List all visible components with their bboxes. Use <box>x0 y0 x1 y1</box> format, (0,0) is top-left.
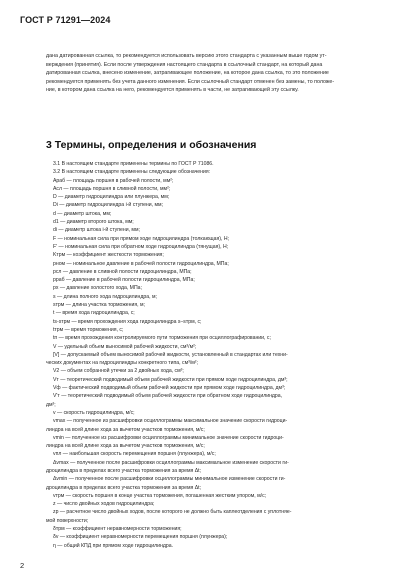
definition-line: Δvmax — полученное после расшифровки осциллограммы максимальное изменение скорости ги- <box>53 459 289 466</box>
definition-line: vтрм — скорость поршня в конце участка торможения, погашенная жестким упором, м/с; <box>53 492 267 499</box>
definition-line: sтрм — длина участка торможения, м; <box>53 302 145 309</box>
definition-line: δv — коэффициент неравномерности перемещения поршня (плунжера); <box>53 534 228 541</box>
definition-line: s — длина полного хода гидроцилиндра, м; <box>53 293 157 300</box>
intro-line: ние, в котором дана ссылка на него, рекомендуется применять в части, не затрагивающей эту ссылку. <box>46 87 299 94</box>
definition-line: v — скорость гидроцилиндра, м/с; <box>53 409 135 416</box>
definition-line: Δvmin — полученное после расшифровки осциллограммы минимальное изменение скорости ги- <box>53 476 286 483</box>
section-title: 3 Термины, определения и обозначения <box>46 139 257 151</box>
definition-line: Vт — теоретический подводимый объем рабочей жидкости при прямом ходе гидроцилиндра, дм³; <box>53 376 288 383</box>
definition-line: t — время хода гидроцилиндра, с; <box>53 310 135 317</box>
definition-line: pх — давление холостого хода, МПа; <box>53 285 142 292</box>
definition-line: vпл — наибольшая скорость перемещения поршня (плунжера), м/с; <box>53 451 216 458</box>
definition-line: F — номинальная сила при прямом ходе гидроцилиндра (толкающая), Н; <box>53 235 230 242</box>
definition-line: pраб — давление в рабочей полости гидроцилиндра, МПа; <box>53 277 195 284</box>
definition-line: zр — расчетное число двойных ходов, после которого не должно быть каплеотделения с уплотняе- <box>53 509 292 516</box>
definition-line: Aраб — площадь поршня в рабочей полости, мм²; <box>53 177 174 184</box>
definition-line: tтрм — время торможения, с; <box>53 326 124 333</box>
definition-line: d — диаметр штока, мм; <box>53 210 112 217</box>
definition-line: di — диаметр штока i-й ступени, мм; <box>53 227 140 234</box>
definition-continuation-line: дм³; <box>46 401 56 408</box>
definition-line: Di — диаметр гидроцилиндра i-й ступени, мм; <box>53 202 163 209</box>
definition-line: tп — время прохождения контролируемого пути торможения при осциллографировании, с; <box>53 335 271 342</box>
definition-line: Aсл — площадь поршня в сливной полости, мм²; <box>53 185 171 192</box>
definition-line: V2 — объем собранной утечки за 2 двойных хода, см³; <box>53 368 184 375</box>
definition-continuation-line: дроцилиндра в пределах всего участка торможения за время Δt; <box>46 467 202 474</box>
page-number: 2 <box>20 561 25 570</box>
intro-line: верждения (принятия). Если после утверждения настоящего стандарта в ссылочный стандарт, на который дана <box>46 61 323 68</box>
definition-line: vmax — полученное из расшифровки осциллограммы максимальное значение скорости гидроци- <box>53 418 288 425</box>
definition-continuation-line: дроцилиндра в пределах всего участка торможения за время Δt; <box>46 484 202 491</box>
definition-continuation-line: ческих документах на гидроцилиндры конкретного типа, см³/м²; <box>46 360 198 367</box>
definition-line: V — удельный объем выносимой рабочей жидкости, см³/м²; <box>53 343 197 350</box>
definition-line: Kтрм — коэффициент жесткости торможения; <box>53 252 164 259</box>
definition-line: 3.2 В настоящем стандарте применены следующие обозначения: <box>53 169 211 176</box>
definition-line: D — диаметр гидроцилиндра или плунжера, мм; <box>53 194 170 201</box>
definition-line: η — общий КПД при прямом ходе гидроцилиндра. <box>53 542 174 549</box>
definitions-list <box>46 160 394 550</box>
intro-line: рекомендуется применять без учета данного изменения. Если ссылочный стандарт отменен без замены, то положе- <box>46 78 335 85</box>
definition-line: F' — номинальная сила при обратном ходе гидроцилиндра (тянущая), Н; <box>53 243 229 250</box>
definition-continuation-line: линдра на всей длине хода за вычетом участков торможения, м/с; <box>46 426 205 433</box>
definition-line: 3.1 В настоящем стандарте применены термины по ГОСТ Р 71086. <box>53 161 214 167</box>
definition-continuation-line: линдра на всей длине хода за вычетом участков торможения, м/с; <box>46 443 205 450</box>
definition-line: V'т — теоретический подводимый объем рабочей жидкости при обратном ходе гидроцилиндра, <box>53 393 283 400</box>
definition-line: δтрм — коэффициент неравномерности торможения; <box>53 526 182 533</box>
definition-line: pном — номинальное давление в рабочей полости гидроцилиндра, МПа; <box>53 260 229 267</box>
definition-line: pсл — давление в сливной полости гидроцилиндра, МПа; <box>53 268 192 275</box>
intro-paragraph <box>46 52 390 95</box>
definition-line: ts-sтрм — время прохождения хода гидроцилиндра s–sтрм, с; <box>53 318 202 325</box>
definition-line: [V] — допускаемый объем выносимой рабочей жидкости, установленный в стандартах или техни- <box>53 351 288 358</box>
definition-line: Vф — фактический подводимый объем рабочей жидкости при прямом ходе гидроцилиндра, дм³; <box>53 385 286 392</box>
definition-line: vmin — полученное из расшифровки осциллограммы минимальное значение скорости гидроци- <box>53 434 284 441</box>
definition-line: d1 — диаметр второго штока, мм; <box>53 219 134 226</box>
page-header-doc-code: ГОСТ Р 71291—2024 <box>20 15 111 25</box>
intro-line: дана датированная ссылка, то рекомендуется использовать версию этого стандарта с указанным выше годом ут- <box>46 53 327 59</box>
intro-line: датированная ссылка, внесено изменение, затрагивающее положение, на которое дана ссылка, то это положение <box>46 70 329 77</box>
definition-continuation-line: мой поверхности; <box>46 517 89 524</box>
definition-line: z — число двойных ходов гидроцилиндра; <box>53 501 155 508</box>
